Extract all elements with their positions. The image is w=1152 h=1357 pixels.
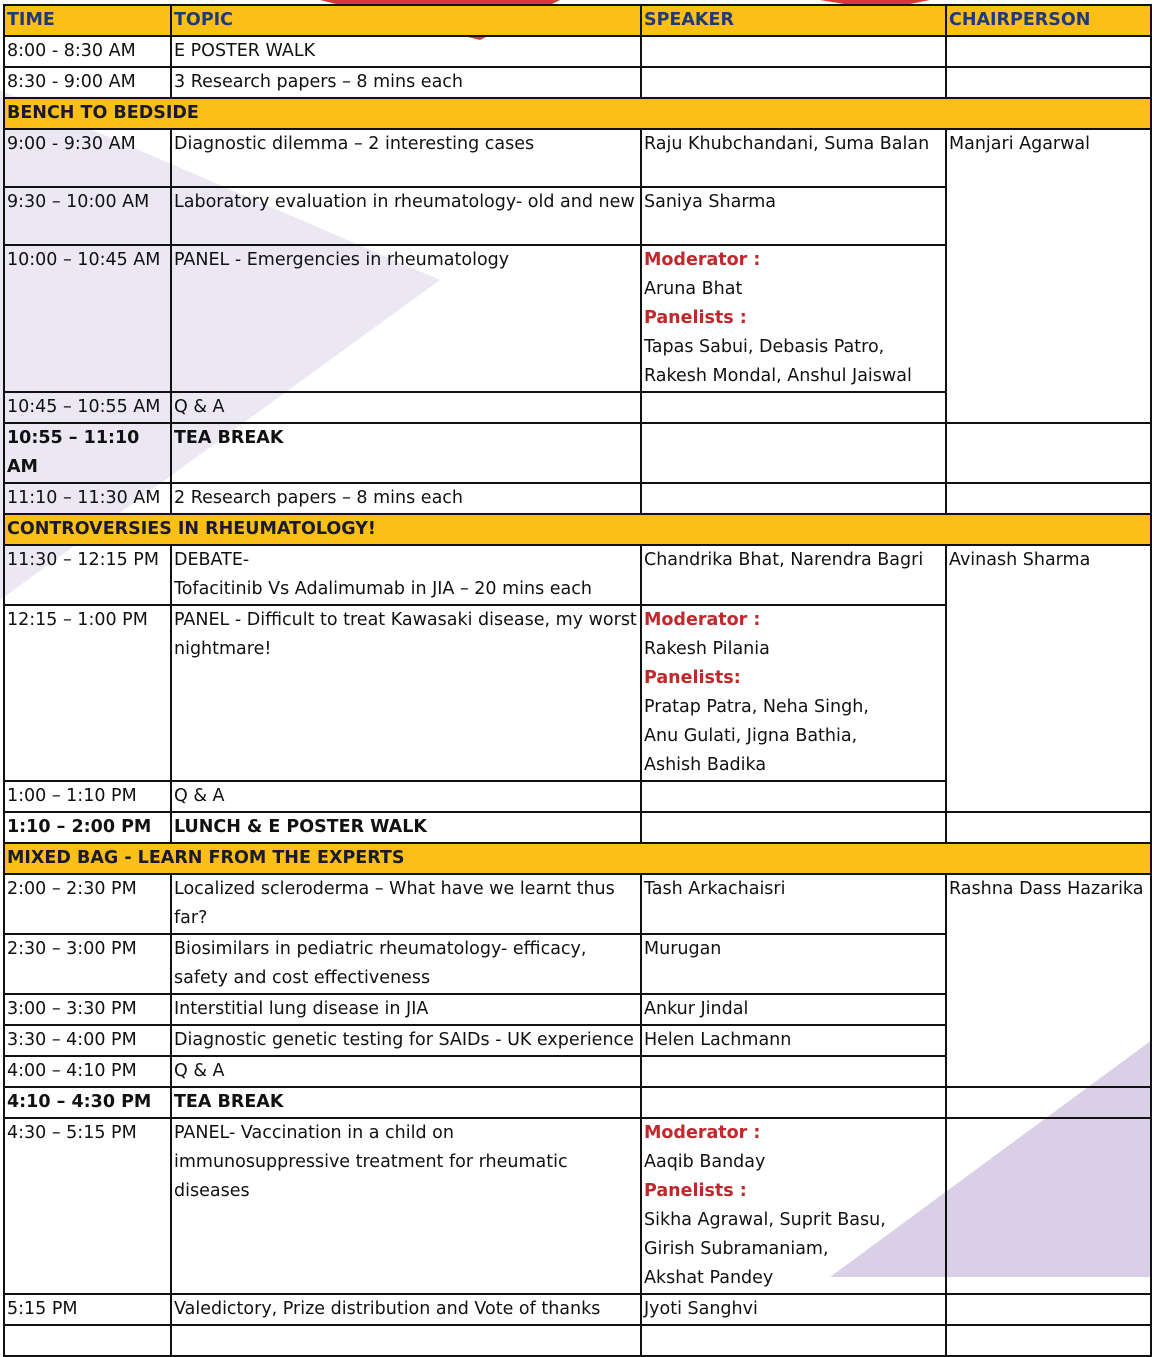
table-row-empty [4, 1325, 1151, 1356]
speaker-cell: Tash Arkachaisri [641, 874, 946, 934]
table-row [4, 483, 1151, 514]
topic-cell: Diagnostic dilemma – 2 interesting cases [171, 129, 641, 187]
topic-cell: 3 Research papers – 8 mins each [171, 67, 641, 98]
time-cell: 8:30 - 9:00 AM [4, 67, 171, 98]
speaker-cell [641, 392, 946, 423]
time-cell: 11:30 – 12:15 PM [4, 545, 171, 605]
speaker-cell: Saniya Sharma [641, 187, 946, 245]
time-cell: 9:30 – 10:00 AM [4, 187, 171, 245]
speaker-cell: Raju Khubchandani, Suma Balan [641, 129, 946, 187]
header-speaker: SPEAKER [641, 5, 946, 36]
chairperson-bench: Manjari Agarwal [946, 129, 1151, 423]
topic-cell: Q & A [171, 392, 641, 423]
section-row [4, 98, 1151, 129]
time-cell: 8:00 - 8:30 AM [4, 36, 171, 67]
topic-cell: TEA BREAK [171, 1087, 641, 1118]
section-title-controversies: CONTROVERSIES IN RHEUMATOLOGY! [4, 514, 1151, 545]
topic-cell: Valedictory, Prize distribution and Vote of thanks [171, 1294, 641, 1325]
chairperson-mixed: Rashna Dass Hazarika [946, 874, 1151, 1087]
chair-cell [946, 1087, 1151, 1118]
table-row [4, 129, 1151, 187]
schedule-table [3, 4, 1152, 1357]
panelists-label: Panelists : [644, 308, 747, 328]
chair-cell [946, 67, 1151, 98]
time-cell: 1:10 – 2:00 PM [4, 812, 171, 843]
time-cell: 12:15 – 1:00 PM [4, 605, 171, 781]
chair-cell [946, 812, 1151, 843]
table-row [4, 1087, 1151, 1118]
time-cell: 1:00 – 1:10 PM [4, 781, 171, 812]
speaker-cell [641, 423, 946, 483]
empty-cell [171, 1325, 641, 1356]
moderator-label: Moderator : [644, 610, 761, 630]
speaker-cell: Chandrika Bhat, Narendra Bagri [641, 545, 946, 605]
empty-cell [4, 1325, 171, 1356]
speaker-cell [641, 483, 946, 514]
table-row [4, 545, 1151, 605]
table-row [4, 1294, 1151, 1325]
moderator-name: Aruna Bhat [644, 279, 743, 299]
time-cell: 3:00 – 3:30 PM [4, 994, 171, 1025]
chair-cell [946, 36, 1151, 67]
header-row [4, 5, 1151, 36]
panelists-names: Tapas Sabui, Debasis Patro, [644, 337, 885, 357]
topic-cell: PANEL - Emergencies in rheumatology [171, 245, 641, 392]
section-title-mixed-bag: MIXED BAG - LEARN FROM THE EXPERTS [4, 843, 1151, 874]
section-row [4, 514, 1151, 545]
topic-cell: Q & A [171, 1056, 641, 1087]
chairperson-controversies: Avinash Sharma [946, 545, 1151, 812]
speaker-cell [641, 67, 946, 98]
panelists-names: Pratap Patra, Neha Singh, [644, 697, 869, 717]
topic-cell [171, 1118, 641, 1294]
chair-cell [946, 1118, 1151, 1294]
time-cell: 10:45 – 10:55 AM [4, 392, 171, 423]
speaker-cell [641, 1056, 946, 1087]
speaker-cell [641, 36, 946, 67]
header-topic: TOPIC [171, 5, 641, 36]
speaker-cell [641, 245, 946, 392]
topic-cell: Localized scleroderma – What have we learnt thus far? [171, 874, 641, 934]
panelists-label: Panelists: [644, 668, 741, 688]
speaker-cell [641, 1087, 946, 1118]
topic-cell: Interstitial lung disease in JIA [171, 994, 641, 1025]
speaker-cell [641, 1118, 946, 1294]
time-cell: 4:10 – 4:30 PM [4, 1087, 171, 1118]
topic-line: Tofacitinib Vs Adalimumab in JIA – 20 mins each [174, 579, 592, 599]
chair-cell [946, 1294, 1151, 1325]
topic-cell [171, 545, 641, 605]
topic-cell: Q & A [171, 781, 641, 812]
panelists-names: Anu Gulati, Jigna Bathia, [644, 726, 858, 746]
moderator-label: Moderator : [644, 250, 761, 270]
time-cell: 10:55 – 11:10 AM [4, 423, 171, 483]
time-cell: 4:30 – 5:15 PM [4, 1118, 171, 1294]
panelists-names: Girish Subramaniam, [644, 1239, 829, 1259]
topic-line: diseases [174, 1181, 250, 1201]
section-title-bench: BENCH TO BEDSIDE [4, 98, 1151, 129]
speaker-cell [641, 812, 946, 843]
speaker-cell [641, 605, 946, 781]
time-cell: 3:30 – 4:00 PM [4, 1025, 171, 1056]
topic-cell: Diagnostic genetic testing for SAIDs - UK experience [171, 1025, 641, 1056]
header-time: TIME [4, 5, 171, 36]
time-cell: 2:30 – 3:00 PM [4, 934, 171, 994]
topic-line: DEBATE- [174, 550, 250, 570]
topic-cell: LUNCH & E POSTER WALK [171, 812, 641, 843]
table-row [4, 874, 1151, 934]
topic-cell: E POSTER WALK [171, 36, 641, 67]
time-cell: 2:00 – 2:30 PM [4, 874, 171, 934]
time-cell: 4:00 – 4:10 PM [4, 1056, 171, 1087]
panelists-label: Panelists : [644, 1181, 747, 1201]
panelists-names: Sikha Agrawal, Suprit Basu, [644, 1210, 886, 1230]
panelists-names: Ashish Badika [644, 755, 767, 775]
speaker-cell: Helen Lachmann [641, 1025, 946, 1056]
empty-cell [641, 1325, 946, 1356]
time-cell: 10:00 – 10:45 AM [4, 245, 171, 392]
table-row [4, 36, 1151, 67]
time-cell: 11:10 – 11:30 AM [4, 483, 171, 514]
time-cell: 9:00 - 9:30 AM [4, 129, 171, 187]
moderator-name: Rakesh Pilania [644, 639, 770, 659]
topic-line: PANEL- Vaccination in a child on [174, 1123, 454, 1143]
speaker-cell [641, 781, 946, 812]
time-cell: 5:15 PM [4, 1294, 171, 1325]
table-row [4, 812, 1151, 843]
topic-cell: 2 Research papers – 8 mins each [171, 483, 641, 514]
section-row [4, 843, 1151, 874]
topic-cell: PANEL - Difficult to treat Kawasaki disease, my worst nightmare! [171, 605, 641, 781]
chair-cell [946, 483, 1151, 514]
header-chairperson: CHAIRPERSON [946, 5, 1151, 36]
panelists-names: Akshat Pandey [644, 1268, 774, 1288]
empty-cell [946, 1325, 1151, 1356]
topic-cell: Laboratory evaluation in rheumatology- old and new [171, 187, 641, 245]
speaker-cell: Ankur Jindal [641, 994, 946, 1025]
speaker-cell: Jyoti Sanghvi [641, 1294, 946, 1325]
topic-cell: TEA BREAK [171, 423, 641, 483]
moderator-name: Aaqib Banday [644, 1152, 766, 1172]
speaker-cell: Murugan [641, 934, 946, 994]
table-row [4, 423, 1151, 483]
table-row [4, 67, 1151, 98]
topic-cell: Biosimilars in pediatric rheumatology- efficacy, safety and cost effectiveness [171, 934, 641, 994]
topic-line: immunosuppressive treatment for rheumatic [174, 1152, 568, 1172]
panelists-names: Rakesh Mondal, Anshul Jaiswal [644, 366, 912, 386]
moderator-label: Moderator : [644, 1123, 761, 1143]
chair-cell [946, 423, 1151, 483]
table-row [4, 1118, 1151, 1294]
